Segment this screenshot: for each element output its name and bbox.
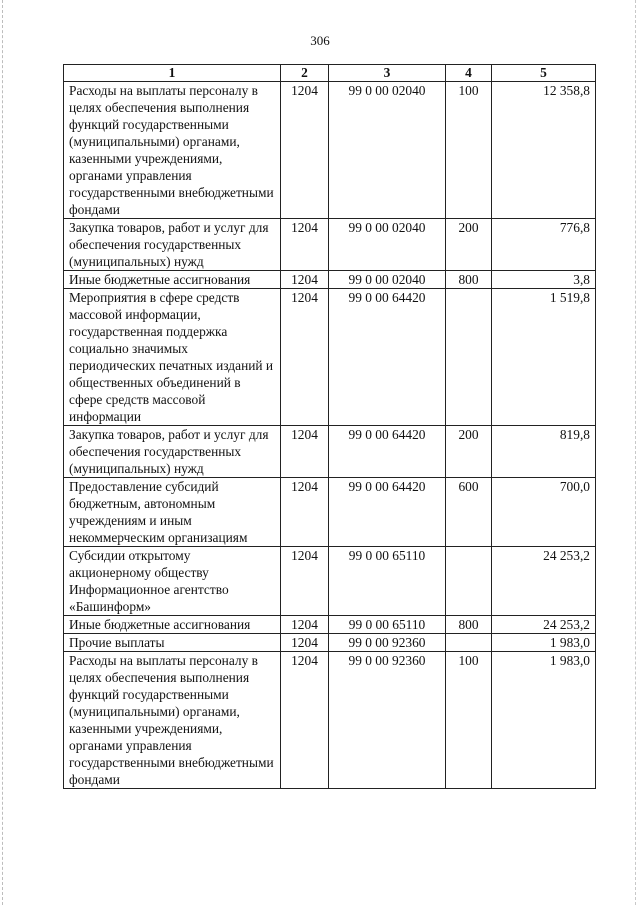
row-type: 800: [446, 616, 492, 634]
row-section: 1204: [281, 478, 329, 547]
row-amount: 24 253,2: [492, 616, 596, 634]
table-row: [64, 271, 596, 289]
row-name: Расходы на выплаты персоналу в целях обеспечения выполнения функций государственными (муниципальными) органами, казенными учреждениями, органами управления государственными внебюджетными фондами: [64, 82, 281, 219]
table-row: [64, 289, 596, 426]
row-code: 99 0 00 92360: [329, 652, 446, 789]
row-section: 1204: [281, 652, 329, 789]
row-type: [446, 634, 492, 652]
row-amount: 776,8: [492, 219, 596, 271]
scan-edge-left: [2, 0, 4, 905]
row-section: 1204: [281, 547, 329, 616]
table-row: [64, 82, 596, 219]
header-col-1: 1: [64, 65, 281, 82]
table-row: [64, 634, 596, 652]
header-row: [64, 65, 596, 82]
row-code: 99 0 00 02040: [329, 82, 446, 219]
header-col-2: 2: [281, 65, 329, 82]
page-number: 306: [310, 33, 330, 48]
header-col-5: 5: [492, 65, 596, 82]
row-name: Иные бюджетные ассигнования: [64, 271, 281, 289]
row-type: 200: [446, 426, 492, 478]
row-type: 200: [446, 219, 492, 271]
row-type: [446, 289, 492, 426]
table-row: [64, 219, 596, 271]
row-amount: 1 519,8: [492, 289, 596, 426]
row-code: 99 0 00 65110: [329, 547, 446, 616]
row-type: 100: [446, 652, 492, 789]
row-code: 99 0 00 64420: [329, 289, 446, 426]
row-section: 1204: [281, 616, 329, 634]
row-section: 1204: [281, 82, 329, 219]
row-amount: 12 358,8: [492, 82, 596, 219]
row-code: 99 0 00 64420: [329, 426, 446, 478]
row-name: Иные бюджетные ассигнования: [64, 616, 281, 634]
header-col-3: 3: [329, 65, 446, 82]
row-code: 99 0 00 65110: [329, 616, 446, 634]
row-type: 800: [446, 271, 492, 289]
table-row: [64, 616, 596, 634]
row-name: Мероприятия в сфере средств массовой информации, государственная поддержка социально значимых периодических печатных изданий и общественных объединений в сфере средств массовой информации: [64, 289, 281, 426]
row-amount: 1 983,0: [492, 652, 596, 789]
row-type: 600: [446, 478, 492, 547]
row-name: Предоставление субсидий бюджетным, автономным учреждениям и иным некоммерческим организациям: [64, 478, 281, 547]
row-name: Закупка товаров, работ и услуг для обеспечения государственных (муниципальных) нужд: [64, 219, 281, 271]
row-code: 99 0 00 02040: [329, 271, 446, 289]
header-col-4: 4: [446, 65, 492, 82]
table-row: [64, 426, 596, 478]
row-amount: 1 983,0: [492, 634, 596, 652]
row-code: 99 0 00 92360: [329, 634, 446, 652]
row-name: Субсидии открытому акционерному обществу Информационное агентство «Башинформ»: [64, 547, 281, 616]
row-name: Прочие выплаты: [64, 634, 281, 652]
table-row: [64, 547, 596, 616]
table-row: [64, 478, 596, 547]
row-section: 1204: [281, 271, 329, 289]
row-amount: 24 253,2: [492, 547, 596, 616]
row-amount: 700,0: [492, 478, 596, 547]
row-section: 1204: [281, 426, 329, 478]
budget-table: [63, 64, 596, 789]
row-amount: 819,8: [492, 426, 596, 478]
row-code: 99 0 00 02040: [329, 219, 446, 271]
row-amount: 3,8: [492, 271, 596, 289]
scan-edge-right: [635, 0, 637, 905]
row-code: 99 0 00 64420: [329, 478, 446, 547]
row-section: 1204: [281, 219, 329, 271]
table-row: [64, 652, 596, 789]
row-section: 1204: [281, 634, 329, 652]
row-name: Расходы на выплаты персоналу в целях обеспечения выполнения функций государственными (муниципальными) органами, казенными учреждениями, органами управления государственными внебюджетными фондами: [64, 652, 281, 789]
row-name: Закупка товаров, работ и услуг для обеспечения государственных (муниципальных) нужд: [64, 426, 281, 478]
row-section: 1204: [281, 289, 329, 426]
row-type: [446, 547, 492, 616]
row-type: 100: [446, 82, 492, 219]
